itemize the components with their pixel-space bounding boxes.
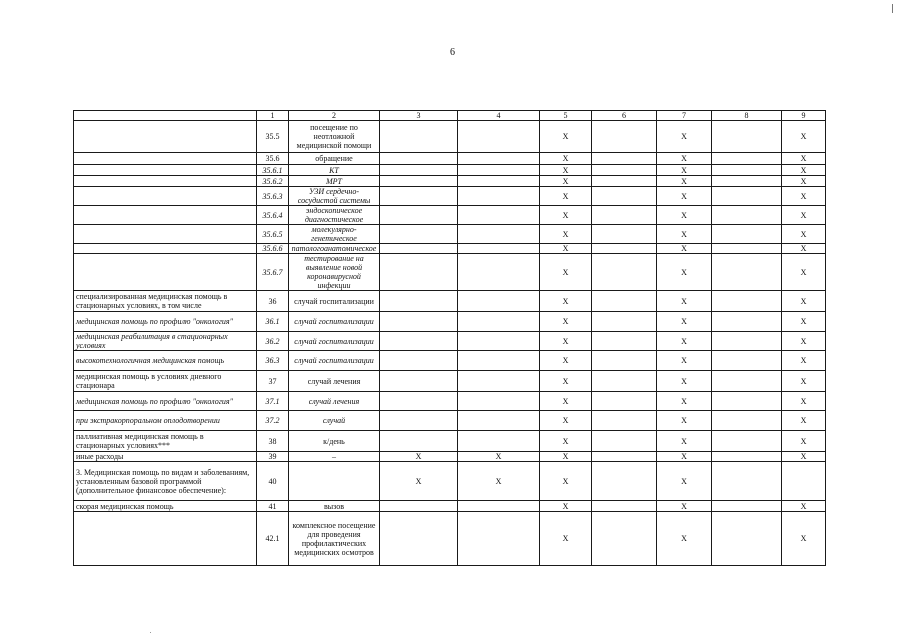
mark-cell bbox=[458, 121, 540, 153]
mark-cell bbox=[458, 225, 540, 244]
mark-cell bbox=[458, 187, 540, 206]
row-unit: посещение по неотложной медицинской помощи bbox=[289, 121, 380, 153]
header-cell: 6 bbox=[592, 111, 657, 121]
mark-cell: X bbox=[782, 351, 826, 371]
mark-cell bbox=[592, 462, 657, 501]
row-code: 41 bbox=[257, 501, 289, 512]
row-label: 3. Медицинская помощь по видам и заболеваниям, установленным базовой программой (дополнительное финансовое обеспечение): bbox=[74, 462, 257, 501]
mark-cell: X bbox=[782, 244, 826, 254]
mark-cell: X bbox=[540, 206, 592, 225]
mark-cell: X bbox=[782, 411, 826, 431]
mark-cell: X bbox=[657, 332, 712, 351]
row-unit: случай госпитализации bbox=[289, 312, 380, 332]
mark-cell bbox=[712, 187, 782, 206]
mark-cell: X bbox=[782, 371, 826, 392]
mark-cell bbox=[458, 351, 540, 371]
row-code: 37.2 bbox=[257, 411, 289, 431]
mark-cell bbox=[782, 462, 826, 501]
mark-cell bbox=[380, 501, 458, 512]
row-unit bbox=[289, 462, 380, 501]
row-code: 36.1 bbox=[257, 312, 289, 332]
mark-cell bbox=[712, 206, 782, 225]
mark-cell: X bbox=[657, 312, 712, 332]
row-label bbox=[74, 153, 257, 165]
mark-cell: X bbox=[540, 291, 592, 312]
row-label: при экстракорпоральном оплодотворении bbox=[74, 411, 257, 431]
mark-cell bbox=[592, 332, 657, 351]
row-unit: случай госпитализации bbox=[289, 291, 380, 312]
mark-cell: X bbox=[540, 187, 592, 206]
row-code: 35.6.4 bbox=[257, 206, 289, 225]
row-code: 35.5 bbox=[257, 121, 289, 153]
row-label: иные расходы bbox=[74, 452, 257, 462]
mark-cell bbox=[380, 176, 458, 187]
table-row bbox=[74, 431, 826, 452]
header-cell: 7 bbox=[657, 111, 712, 121]
mark-cell bbox=[712, 153, 782, 165]
row-code: 38 bbox=[257, 431, 289, 452]
mark-cell: X bbox=[657, 512, 712, 566]
mark-cell: X bbox=[657, 206, 712, 225]
row-code: 37.1 bbox=[257, 392, 289, 411]
mark-cell: X bbox=[782, 512, 826, 566]
mark-cell: X bbox=[782, 225, 826, 244]
mark-cell bbox=[592, 165, 657, 176]
mark-cell bbox=[380, 332, 458, 351]
mark-cell: X bbox=[782, 431, 826, 452]
mark-cell bbox=[458, 254, 540, 291]
mark-cell bbox=[592, 121, 657, 153]
mark-cell bbox=[380, 411, 458, 431]
mark-cell bbox=[712, 176, 782, 187]
row-label: медицинская реабилитация в стационарных условиях bbox=[74, 332, 257, 351]
mark-cell: X bbox=[540, 165, 592, 176]
row-code: 36 bbox=[257, 291, 289, 312]
table-row bbox=[74, 165, 826, 176]
row-unit: молекулярно-генетическое bbox=[289, 225, 380, 244]
mark-cell: X bbox=[657, 392, 712, 411]
mark-cell bbox=[380, 431, 458, 452]
header-cell: 8 bbox=[712, 111, 782, 121]
mark-cell bbox=[712, 244, 782, 254]
mark-cell bbox=[592, 187, 657, 206]
mark-cell: X bbox=[540, 153, 592, 165]
mark-cell bbox=[712, 332, 782, 351]
row-label bbox=[74, 244, 257, 254]
mark-cell bbox=[458, 411, 540, 431]
table-row bbox=[74, 351, 826, 371]
mark-cell bbox=[458, 512, 540, 566]
row-code: 39 bbox=[257, 452, 289, 462]
mark-cell bbox=[458, 332, 540, 351]
row-code: 42.1 bbox=[257, 512, 289, 566]
table-row bbox=[74, 512, 826, 566]
mark-cell bbox=[592, 371, 657, 392]
table-row bbox=[74, 225, 826, 244]
row-code: 35.6 bbox=[257, 153, 289, 165]
mark-cell: X bbox=[380, 462, 458, 501]
mark-cell bbox=[458, 392, 540, 411]
header-cell: 9 bbox=[782, 111, 826, 121]
mark-cell bbox=[712, 512, 782, 566]
row-label: медицинская помощь по профилю "онкология" bbox=[74, 392, 257, 411]
mark-cell bbox=[458, 291, 540, 312]
row-code: 36.2 bbox=[257, 332, 289, 351]
row-code: 35.6.3 bbox=[257, 187, 289, 206]
mark-cell: X bbox=[540, 452, 592, 462]
table-row bbox=[74, 291, 826, 312]
mark-cell: X bbox=[657, 121, 712, 153]
mark-cell bbox=[592, 291, 657, 312]
mark-cell bbox=[712, 411, 782, 431]
row-code: 35.6.6 bbox=[257, 244, 289, 254]
mark-cell: X bbox=[782, 392, 826, 411]
mark-cell: X bbox=[782, 206, 826, 225]
mark-cell: X bbox=[657, 153, 712, 165]
mark-cell bbox=[380, 206, 458, 225]
table-row bbox=[74, 411, 826, 431]
mark-cell bbox=[712, 392, 782, 411]
mark-cell: X bbox=[782, 332, 826, 351]
mark-cell: X bbox=[657, 176, 712, 187]
mark-cell bbox=[712, 254, 782, 291]
row-code: 35.6.1 bbox=[257, 165, 289, 176]
row-label bbox=[74, 512, 257, 566]
mark-cell bbox=[712, 431, 782, 452]
mark-cell: X bbox=[540, 392, 592, 411]
row-label: специализированная медицинская помощь в стационарных условиях, в том числе bbox=[74, 291, 257, 312]
header-row bbox=[74, 111, 826, 121]
table-row bbox=[74, 206, 826, 225]
table-row bbox=[74, 371, 826, 392]
row-unit: случай госпитализации bbox=[289, 332, 380, 351]
mark-cell bbox=[592, 244, 657, 254]
mark-cell bbox=[458, 244, 540, 254]
mark-cell: X bbox=[540, 225, 592, 244]
mark-cell: X bbox=[540, 254, 592, 291]
mark-cell bbox=[712, 121, 782, 153]
row-label bbox=[74, 165, 257, 176]
mark-cell bbox=[592, 501, 657, 512]
mark-cell bbox=[592, 512, 657, 566]
mark-cell bbox=[380, 512, 458, 566]
row-unit: случай лечения bbox=[289, 371, 380, 392]
mark-cell bbox=[592, 176, 657, 187]
table-body bbox=[74, 121, 826, 566]
mark-cell bbox=[712, 351, 782, 371]
mark-cell bbox=[592, 452, 657, 462]
header-cell: 2 bbox=[289, 111, 380, 121]
mark-cell bbox=[380, 153, 458, 165]
header-cell: 3 bbox=[380, 111, 458, 121]
row-label bbox=[74, 254, 257, 291]
row-unit: патологоанатомическое bbox=[289, 244, 380, 254]
table-row bbox=[74, 452, 826, 462]
mark-cell bbox=[458, 312, 540, 332]
table-row bbox=[74, 392, 826, 411]
row-unit: КТ bbox=[289, 165, 380, 176]
row-unit: МРТ bbox=[289, 176, 380, 187]
mark-cell: X bbox=[782, 291, 826, 312]
mark-cell bbox=[380, 291, 458, 312]
mark-cell bbox=[712, 312, 782, 332]
row-unit: вызов bbox=[289, 501, 380, 512]
mark-cell: X bbox=[782, 501, 826, 512]
table-row bbox=[74, 332, 826, 351]
mark-cell bbox=[380, 165, 458, 176]
mark-cell bbox=[712, 165, 782, 176]
mark-cell bbox=[592, 431, 657, 452]
mark-cell: X bbox=[657, 225, 712, 244]
table-row bbox=[74, 187, 826, 206]
mark-cell: X bbox=[657, 187, 712, 206]
row-unit: случай госпитализации bbox=[289, 351, 380, 371]
mark-cell bbox=[592, 206, 657, 225]
mark-cell bbox=[592, 411, 657, 431]
mark-cell: X bbox=[540, 371, 592, 392]
mark-cell bbox=[712, 371, 782, 392]
mark-cell: X bbox=[657, 165, 712, 176]
mark-cell bbox=[592, 153, 657, 165]
mark-cell: X bbox=[657, 462, 712, 501]
table-row bbox=[74, 254, 826, 291]
mark-cell bbox=[380, 121, 458, 153]
mark-cell bbox=[592, 392, 657, 411]
mark-cell bbox=[458, 431, 540, 452]
mark-cell: X bbox=[540, 332, 592, 351]
table-row bbox=[74, 244, 826, 254]
row-unit: случай bbox=[289, 411, 380, 431]
mark-cell: X bbox=[657, 351, 712, 371]
mark-cell bbox=[458, 165, 540, 176]
mark-cell: X bbox=[458, 462, 540, 501]
mark-cell bbox=[592, 254, 657, 291]
page-number: 6 bbox=[450, 47, 455, 58]
mark-cell: X bbox=[540, 501, 592, 512]
mark-cell bbox=[380, 225, 458, 244]
mark-cell bbox=[592, 225, 657, 244]
table-row bbox=[74, 312, 826, 332]
mark-cell bbox=[712, 291, 782, 312]
mark-cell: X bbox=[782, 452, 826, 462]
row-unit: комплексное посещение для проведения профилактических медицинских осмотров bbox=[289, 512, 380, 566]
row-unit: к/день bbox=[289, 431, 380, 452]
row-unit: – bbox=[289, 452, 380, 462]
mark-cell bbox=[712, 452, 782, 462]
mark-cell bbox=[380, 187, 458, 206]
row-label: медицинская помощь в условиях дневного стационара bbox=[74, 371, 257, 392]
mark-cell bbox=[458, 206, 540, 225]
mark-cell bbox=[712, 225, 782, 244]
table-row bbox=[74, 462, 826, 501]
row-label: скорая медицинская помощь bbox=[74, 501, 257, 512]
row-unit: обращение bbox=[289, 153, 380, 165]
mark-cell: X bbox=[380, 452, 458, 462]
row-code: 37 bbox=[257, 371, 289, 392]
row-unit: случай лечения bbox=[289, 392, 380, 411]
mark-cell: X bbox=[657, 501, 712, 512]
row-label bbox=[74, 206, 257, 225]
mark-cell: X bbox=[540, 351, 592, 371]
header-cell: 5 bbox=[540, 111, 592, 121]
mark-cell: X bbox=[540, 121, 592, 153]
mark-cell bbox=[380, 371, 458, 392]
row-label: высокотехнологичная медицинская помощь bbox=[74, 351, 257, 371]
mark-cell bbox=[380, 254, 458, 291]
row-unit: УЗИ сердечно-сосудистой системы bbox=[289, 187, 380, 206]
data-table bbox=[73, 110, 826, 566]
header-cell bbox=[74, 111, 257, 121]
mark-cell bbox=[592, 351, 657, 371]
mark-cell bbox=[458, 153, 540, 165]
row-code: 35.6.7 bbox=[257, 254, 289, 291]
mark-cell: X bbox=[540, 411, 592, 431]
row-unit: эндоскопическое диагностическое bbox=[289, 206, 380, 225]
mark-cell: X bbox=[657, 291, 712, 312]
mark-cell: X bbox=[657, 244, 712, 254]
header-cell: 1 bbox=[257, 111, 289, 121]
mark-cell bbox=[380, 351, 458, 371]
mark-cell bbox=[592, 312, 657, 332]
row-label: паллиативная медицинская помощь в стационарных условиях*** bbox=[74, 431, 257, 452]
mark-cell: X bbox=[782, 176, 826, 187]
row-unit: тестирование на выявление новой коронавирусной инфекции bbox=[289, 254, 380, 291]
mark-cell bbox=[458, 176, 540, 187]
mark-cell bbox=[712, 501, 782, 512]
mark-cell: X bbox=[540, 431, 592, 452]
row-code: 40 bbox=[257, 462, 289, 501]
mark-cell: X bbox=[782, 121, 826, 153]
row-label bbox=[74, 187, 257, 206]
mark-cell bbox=[380, 244, 458, 254]
mark-cell: X bbox=[458, 452, 540, 462]
row-label: медицинская помощь по профилю "онкология" bbox=[74, 312, 257, 332]
row-code: 35.6.5 bbox=[257, 225, 289, 244]
mark-cell: X bbox=[540, 176, 592, 187]
mark-cell: X bbox=[540, 512, 592, 566]
table-row bbox=[74, 501, 826, 512]
table-row bbox=[74, 176, 826, 187]
mark-cell: X bbox=[782, 153, 826, 165]
row-code: 35.6.2 bbox=[257, 176, 289, 187]
mark-cell bbox=[712, 462, 782, 501]
mark-cell: X bbox=[540, 462, 592, 501]
row-label bbox=[74, 176, 257, 187]
row-code: 36.3 bbox=[257, 351, 289, 371]
mark-cell: X bbox=[782, 165, 826, 176]
mark-cell: X bbox=[782, 312, 826, 332]
mark-cell: X bbox=[657, 452, 712, 462]
mark-cell: X bbox=[540, 244, 592, 254]
mark-cell bbox=[458, 501, 540, 512]
mark-cell: X bbox=[782, 254, 826, 291]
mark-cell: X bbox=[657, 254, 712, 291]
header-cell: 4 bbox=[458, 111, 540, 121]
mark-cell bbox=[380, 312, 458, 332]
mark-cell bbox=[380, 392, 458, 411]
mark-cell: X bbox=[657, 431, 712, 452]
mark-cell: X bbox=[657, 371, 712, 392]
scan-edge-mark bbox=[892, 4, 893, 13]
mark-cell bbox=[458, 371, 540, 392]
row-label bbox=[74, 121, 257, 153]
mark-cell: X bbox=[657, 411, 712, 431]
mark-cell: X bbox=[540, 312, 592, 332]
table-row bbox=[74, 153, 826, 165]
table-row bbox=[74, 121, 826, 153]
row-label bbox=[74, 225, 257, 244]
mark-cell: X bbox=[782, 187, 826, 206]
scan-dot bbox=[150, 632, 151, 633]
